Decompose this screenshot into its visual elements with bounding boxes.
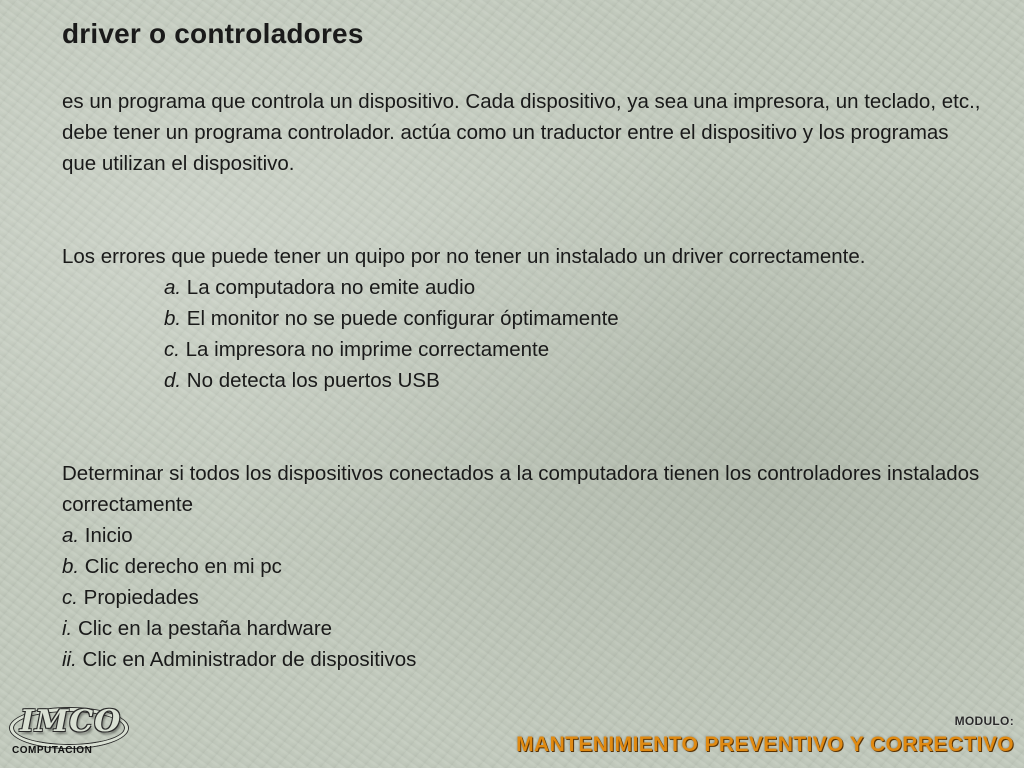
slide-body — [62, 86, 982, 675]
modulo-label: MODULO: — [954, 714, 1014, 728]
steps-heading: Determinar si todos los dispositivos conectados a la computadora tienen los controladores instalados correctamente — [62, 462, 980, 516]
errors-list — [62, 272, 982, 396]
list-marker: c. — [164, 338, 180, 361]
list-item — [62, 644, 982, 675]
logo-subtitle: COMPUTACION — [12, 745, 93, 756]
list-marker: i. — [62, 617, 73, 640]
list-item — [62, 334, 982, 365]
list-marker: ii. — [62, 648, 77, 671]
list-marker: b. — [164, 307, 182, 330]
list-item-text: Clic en Administrador de dispositivos — [76, 648, 417, 671]
list-marker: c. — [62, 586, 78, 609]
modulo-name: MANTENIMIENTO PREVENTIVO Y CORRECTIVO — [516, 733, 1014, 756]
list-item-text: El monitor no se puede configurar óptimamente — [181, 307, 619, 330]
list-marker: a. — [164, 276, 182, 299]
imco-logo — [6, 700, 126, 762]
steps-list — [62, 520, 982, 675]
list-item — [62, 365, 982, 396]
list-marker: d. — [164, 369, 182, 392]
list-item — [62, 303, 982, 334]
list-item — [62, 582, 982, 613]
slide-title: driver o controladores — [62, 18, 364, 49]
list-item-text: Propiedades — [77, 586, 199, 609]
intro-paragraph: es un programa que controla un dispositivo. Cada dispositivo, ya sea una impresora, un teclado, etc., debe tener un programa controlador. actúa como un traductor entre el dispositivo y los programas que utilizan el dispositivo. — [62, 90, 981, 175]
list-item — [62, 613, 982, 644]
list-item-text: No detecta los puertos USB — [181, 369, 440, 392]
spacer — [62, 396, 982, 458]
errors-heading: Los errores que puede tener un quipo por no tener un instalado un driver correctamente. — [62, 245, 866, 268]
spacer — [62, 179, 982, 241]
list-item — [62, 551, 982, 582]
logo-text: IMCO — [20, 704, 122, 739]
list-marker: a. — [62, 524, 80, 547]
list-item-text: Clic en la pestaña hardware — [72, 617, 333, 640]
list-marker: b. — [62, 555, 80, 578]
list-item-text: La impresora no imprime correctamente — [179, 338, 550, 361]
list-item — [62, 520, 982, 551]
list-item-text: Clic derecho en mi pc — [79, 555, 282, 578]
list-item-text: La computadora no emite audio — [181, 276, 476, 299]
list-item-text: Inicio — [79, 524, 133, 547]
list-item — [62, 272, 982, 303]
